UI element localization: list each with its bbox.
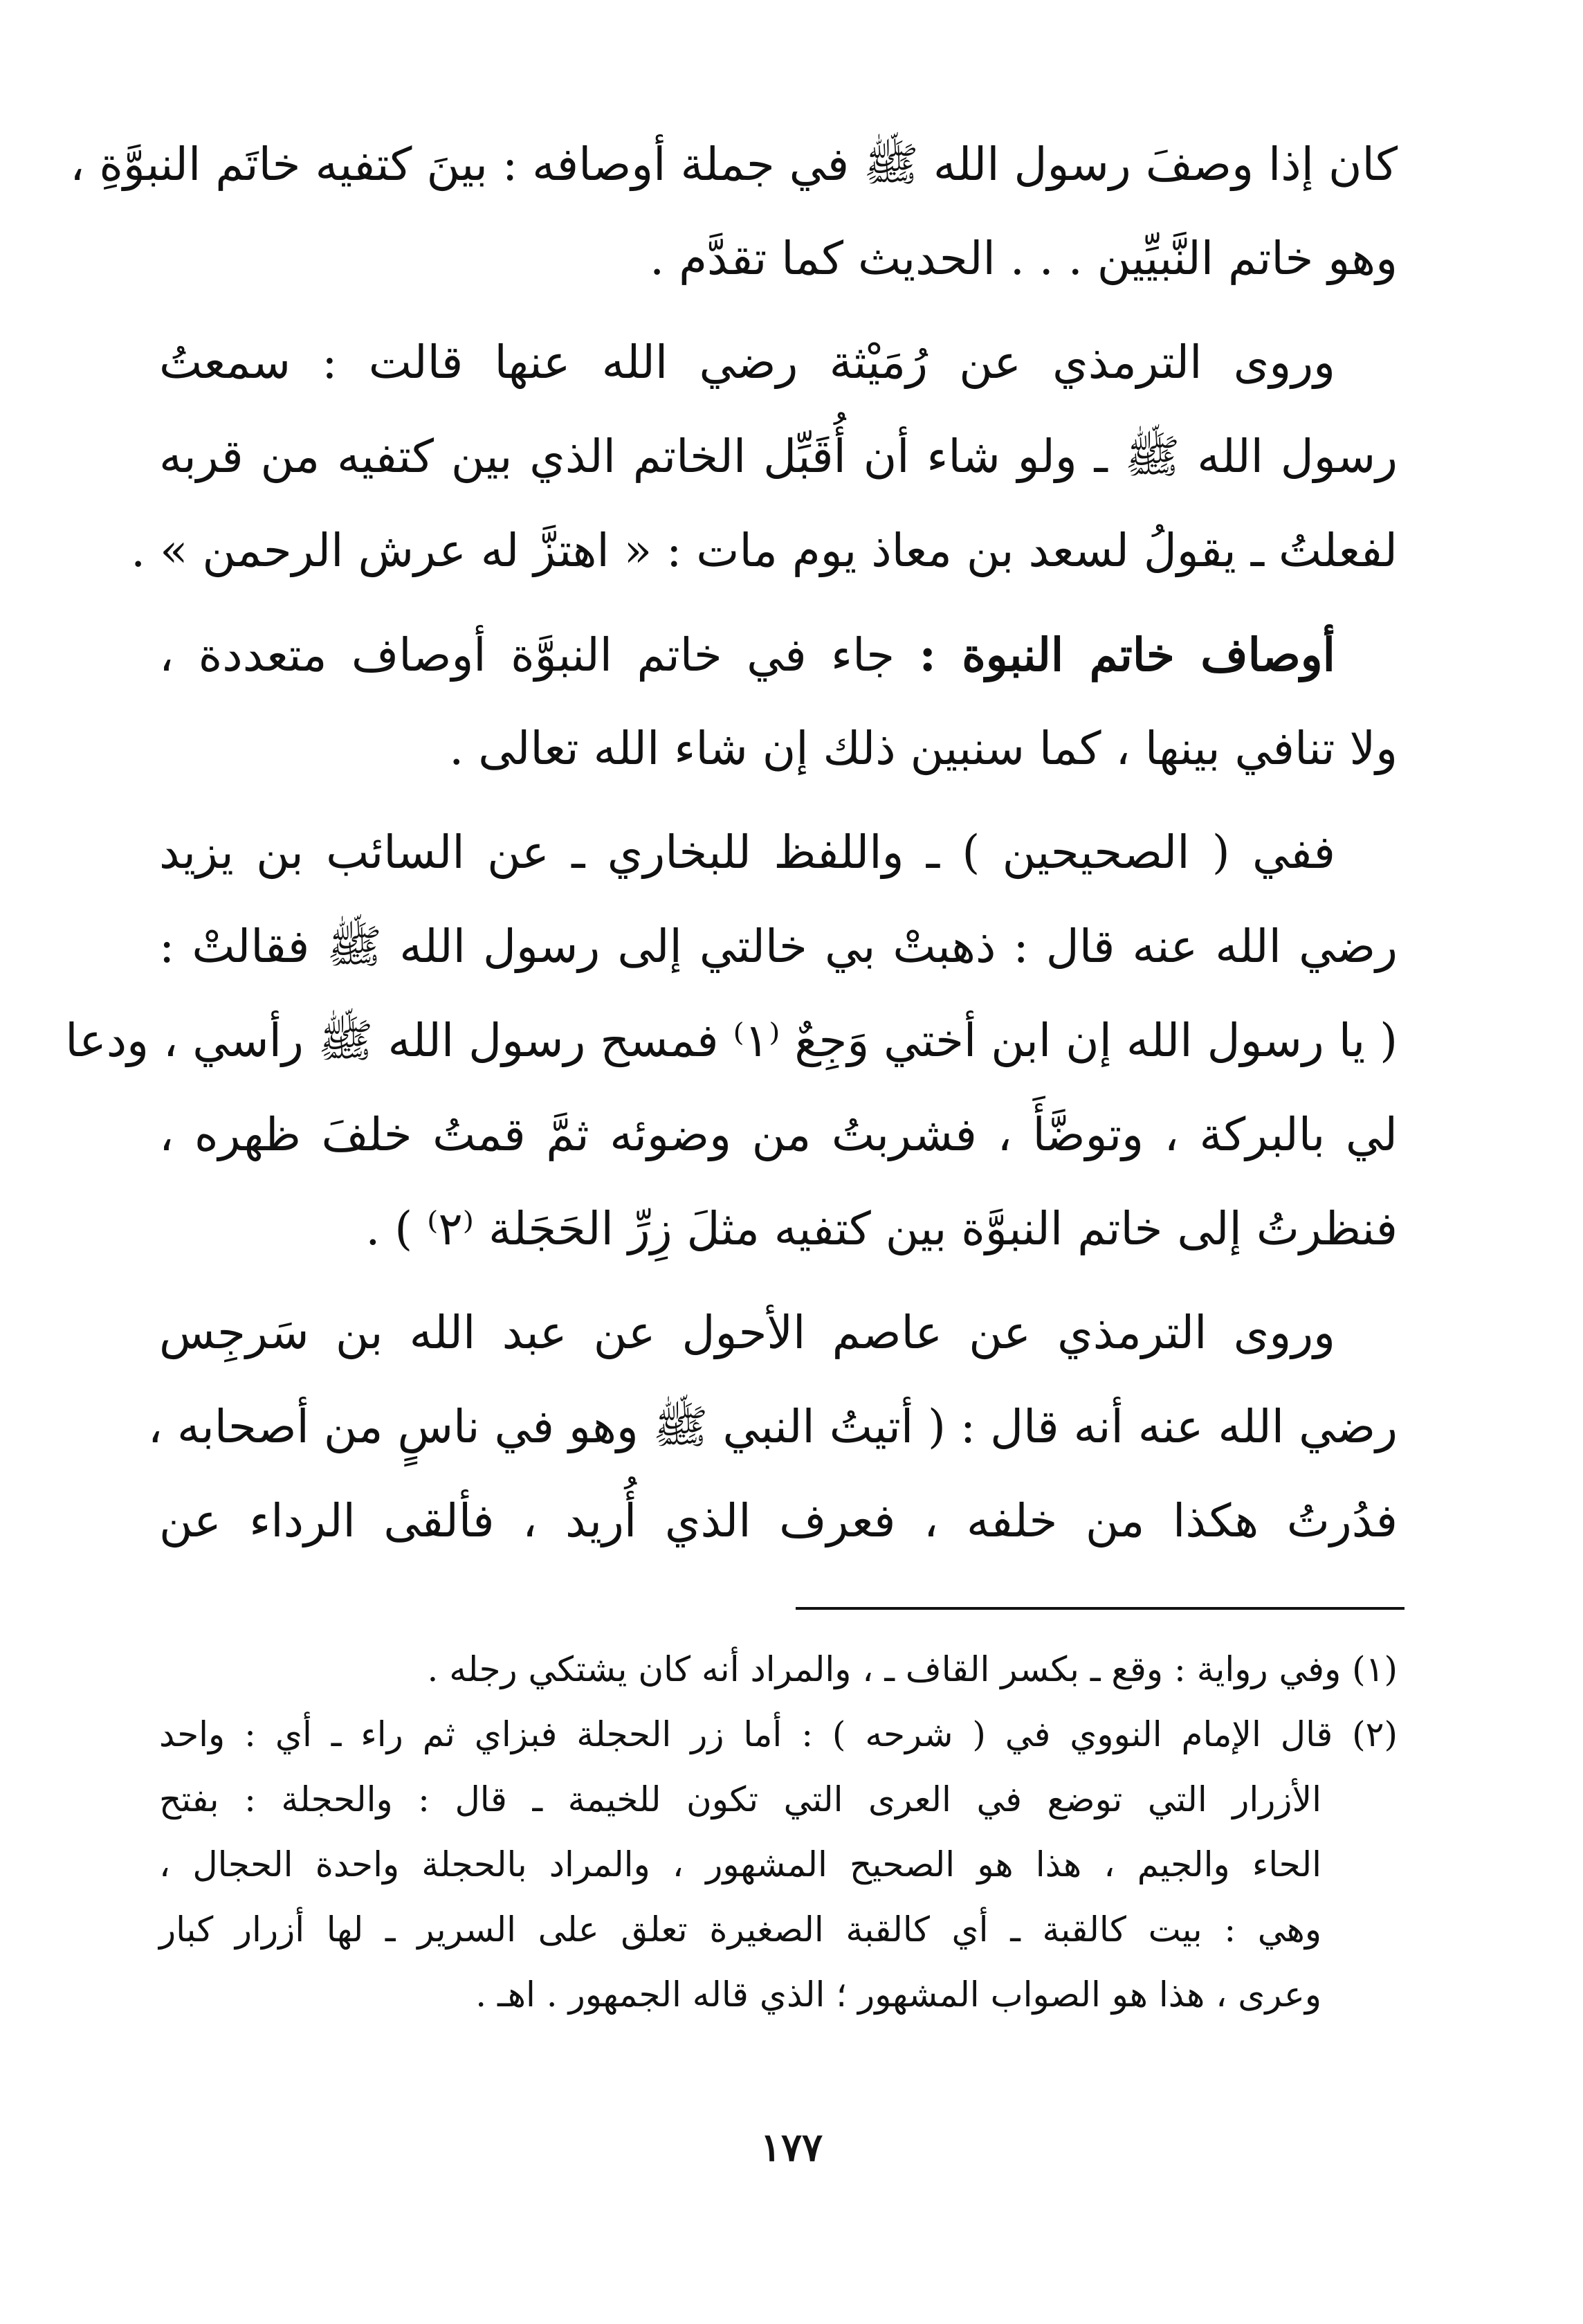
text-line: وروى الترمذي عن عاصم الأحول عن عبد الله بن سَرجِس (159, 1306, 1335, 1359)
text-line: وروى الترمذي عن رُمَيْثة رضي الله عنها قالت : سمعتُ (159, 336, 1335, 389)
paragraph-2 (131, 316, 1398, 598)
page-number: ١٧٧ (760, 2125, 823, 2170)
text-line: ولا تنافي بينها ، كما سنبين ذلك إن شاء الله تعالى . (449, 722, 1398, 775)
text-line: ( يا رسول الله إن ابن أختي وَجِعٌ ⁽١⁾ فمسح رسول الله ﷺ رأسي ، ودعا (65, 1014, 1398, 1067)
footnote-2 (159, 1702, 1398, 2027)
footnote-1 (159, 1637, 1398, 1702)
paragraph-1 (70, 118, 1398, 306)
text-line: وهو خاتم النَّبيِّين . . . الحديث كما تقدَّم . (650, 232, 1398, 285)
footnote-separator (796, 1607, 1404, 1610)
paragraph-5 (147, 1286, 1398, 1568)
footnote-line: وعرى ، هذا هو الصواب المشهور ؛ الذي قاله الجمهور . اهـ . (475, 1975, 1321, 2015)
footnote-line: الأزرار التي توضع في العرى التي تكون للخيمة ـ قال : والحجلة : بفتح (159, 1779, 1321, 1819)
text-line: رضي الله عنه قال : ذهبتْ بي خالتي إلى رسول الله ﷺ فقالتْ : (159, 920, 1398, 973)
footnote-line: الحاء والجيم ، هذا هو الصحيح المشهور ، والمراد بالحجلة واحدة الحجال ، (159, 1844, 1321, 1885)
text-line: فنظرتُ إلى خاتم النبوَّة بين كتفيه مثلَ زِرِّ الحَجَلة ⁽٢⁾ ) . (365, 1202, 1398, 1255)
footnotes (159, 1637, 1398, 2027)
text-line: فدُرتُ هكذا من خلفه ، فعرف الذي أُريد ، فألقى الرداء عن (159, 1494, 1398, 1547)
text-line: كان إذا وصفَ رسول الله ﷺ في جملة أوصافه : بينَ كتفيه خاتَم النبوَّةِ ، (70, 138, 1398, 191)
footnote-line: (٢) قال الإمام النووي في ( شرحه ) : أما زر الحجلة فبزاي ثم راء ـ أي : واحد (159, 1714, 1398, 1754)
text-line: ففي ( الصحيحين ) ـ واللفظ للبخاري ـ عن السائب بن يزيد (159, 826, 1335, 879)
text-fragment: جاء في خاتم النبوَّة أوصاف متعددة ، (159, 628, 895, 682)
footnote-line: وهي : بيت كالقبة ـ أي كالقبة الصغيرة تعلق على السرير ـ لها أزرار كبار (159, 1909, 1321, 1950)
text-line: لي بالبركة ، وتوضَّأَ ، فشربتُ من وضوئه ثمَّ قمتُ خلفَ ظهره ، (159, 1108, 1398, 1161)
section-heading: أوصاف خاتم النبوة : (919, 628, 1335, 682)
text-line: لفعلتُ ـ يقولُ لسعد بن معاذ يوم مات : « اهتزَّ له عرش الرحمن » . (131, 524, 1398, 577)
main-text-body (65, 118, 1398, 1578)
text-line (159, 608, 1398, 702)
text-line: رسول الله ﷺ ـ ولو شاء أن أُقَبِّل الخاتم الذي بين كتفيه من قربه (159, 430, 1398, 483)
text-line: رضي الله عنه أنه قال : ( أتيتُ النبي ﷺ وهو في ناسٍ من أصحابه ، (147, 1400, 1398, 1453)
paragraph-4 (65, 806, 1398, 1276)
paragraph-3 (159, 608, 1398, 796)
footnote-line: (١) وفي رواية : وقع ـ بكسر القاف ـ ، والمراد أنه كان يشتكي رجله . (427, 1649, 1398, 1689)
